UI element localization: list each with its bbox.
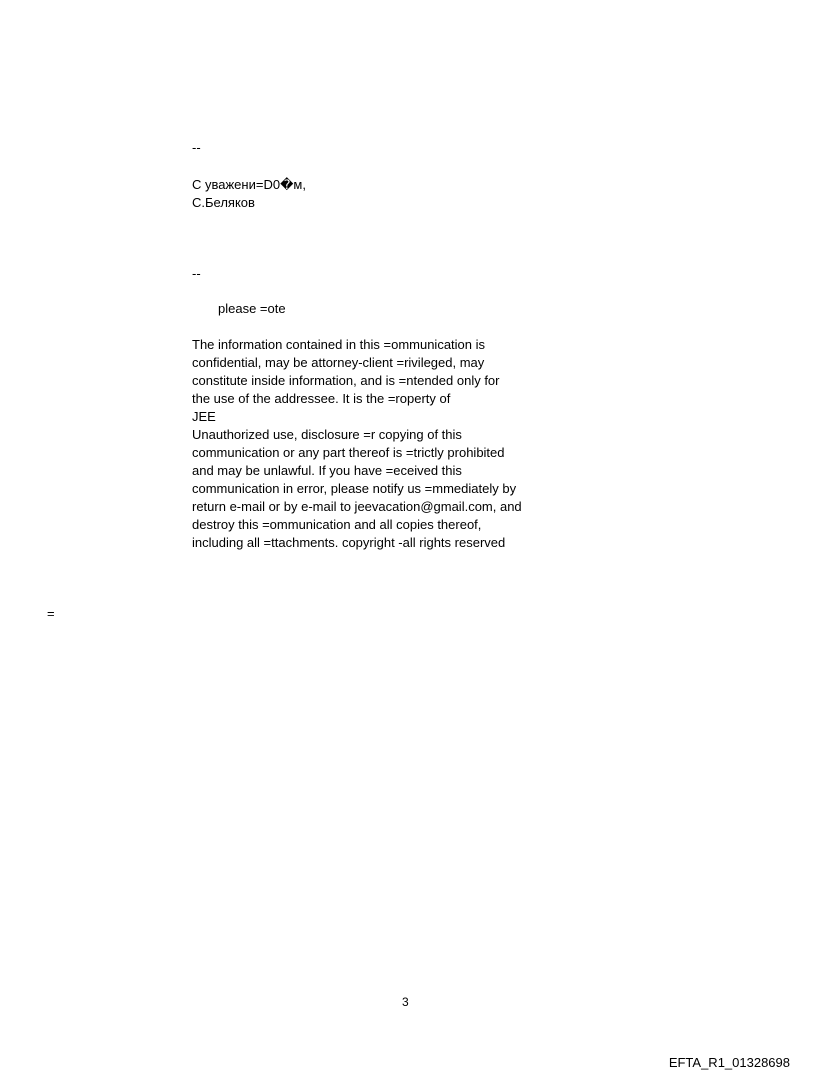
disclaimer-line: The information contained in this =ommunication is xyxy=(192,337,486,352)
document-id: EFTA_R1_01328698 xyxy=(668,1055,790,1070)
disclaimer-line: constitute inside information, and is =ntended only for xyxy=(192,373,500,388)
closing-greeting: С уважени=D0�м, xyxy=(192,177,306,192)
disclaimer-line: Unauthorized use, disclosure =r copying of this xyxy=(192,427,462,442)
signature-separator-top: -- xyxy=(192,140,201,155)
disclaimer-line: and may be unlawful. If you have =eceived this xyxy=(192,463,462,478)
disclaimer-line: destroy this =ommunication and all copies thereof, xyxy=(192,517,482,532)
disclaimer-line: the use of the addressee. It is the =roperty of xyxy=(192,391,451,406)
confidentiality-disclaimer xyxy=(192,336,522,552)
page-number: 3 xyxy=(402,995,409,1009)
please-note-heading: please =ote xyxy=(218,301,286,316)
disclaimer-line: JEE xyxy=(192,409,216,424)
disclaimer-line: return e-mail or by e-mail to jeevacation@gmail.com, and xyxy=(192,499,522,514)
disclaimer-line: confidential, may be attorney-client =rivileged, may xyxy=(192,355,485,370)
disclaimer-line: communication or any part thereof is =trictly prohibited xyxy=(192,445,505,460)
disclaimer-line: including all =ttachments. copyright -all rights reserved xyxy=(192,535,506,550)
stray-equals-mark: = xyxy=(47,606,55,621)
disclaimer-line: communication in error, please notify us =mmediately by xyxy=(192,481,517,496)
signature-separator-bottom: -- xyxy=(192,266,201,281)
sender-signature: С.Беляков xyxy=(192,195,255,210)
